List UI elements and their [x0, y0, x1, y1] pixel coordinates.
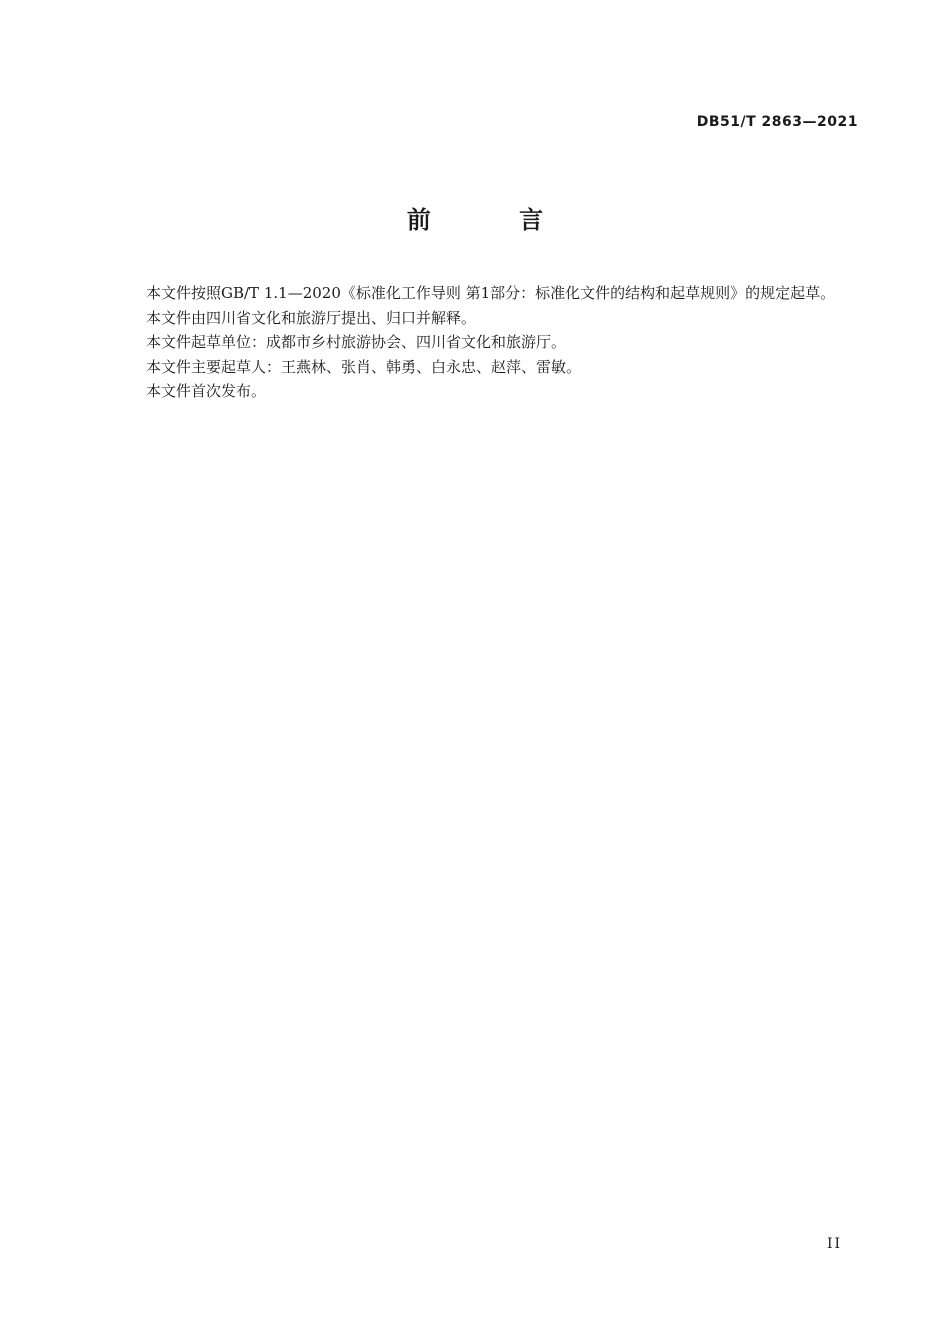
paragraph-proposer: 本文件由四川省文化和旅游厅提出、归口并解释。: [146, 308, 477, 327]
body-text: [113, 281, 859, 404]
paragraph-drafters: 本文件主要起草人：王燕林、张肖、韩勇、白永忠、赵萍、雷敏。: [146, 357, 582, 376]
page-title: 前 言: [406, 206, 584, 234]
paragraph-first-release: 本文件首次发布。: [146, 382, 267, 400]
paragraph-drafting-units: 本文件起草单位：成都市乡村旅游协会、四川省文化和旅游厅。: [146, 333, 567, 351]
document-code: DB51/T 2863—2021: [696, 114, 858, 130]
paragraph-drafting-rules: 本文件按照GB/T 1.1—2020《标准化工作导则 第1部分：标准化文件的结构和起草规则》的规定起草。: [146, 284, 836, 302]
page-number: II: [826, 1236, 842, 1252]
